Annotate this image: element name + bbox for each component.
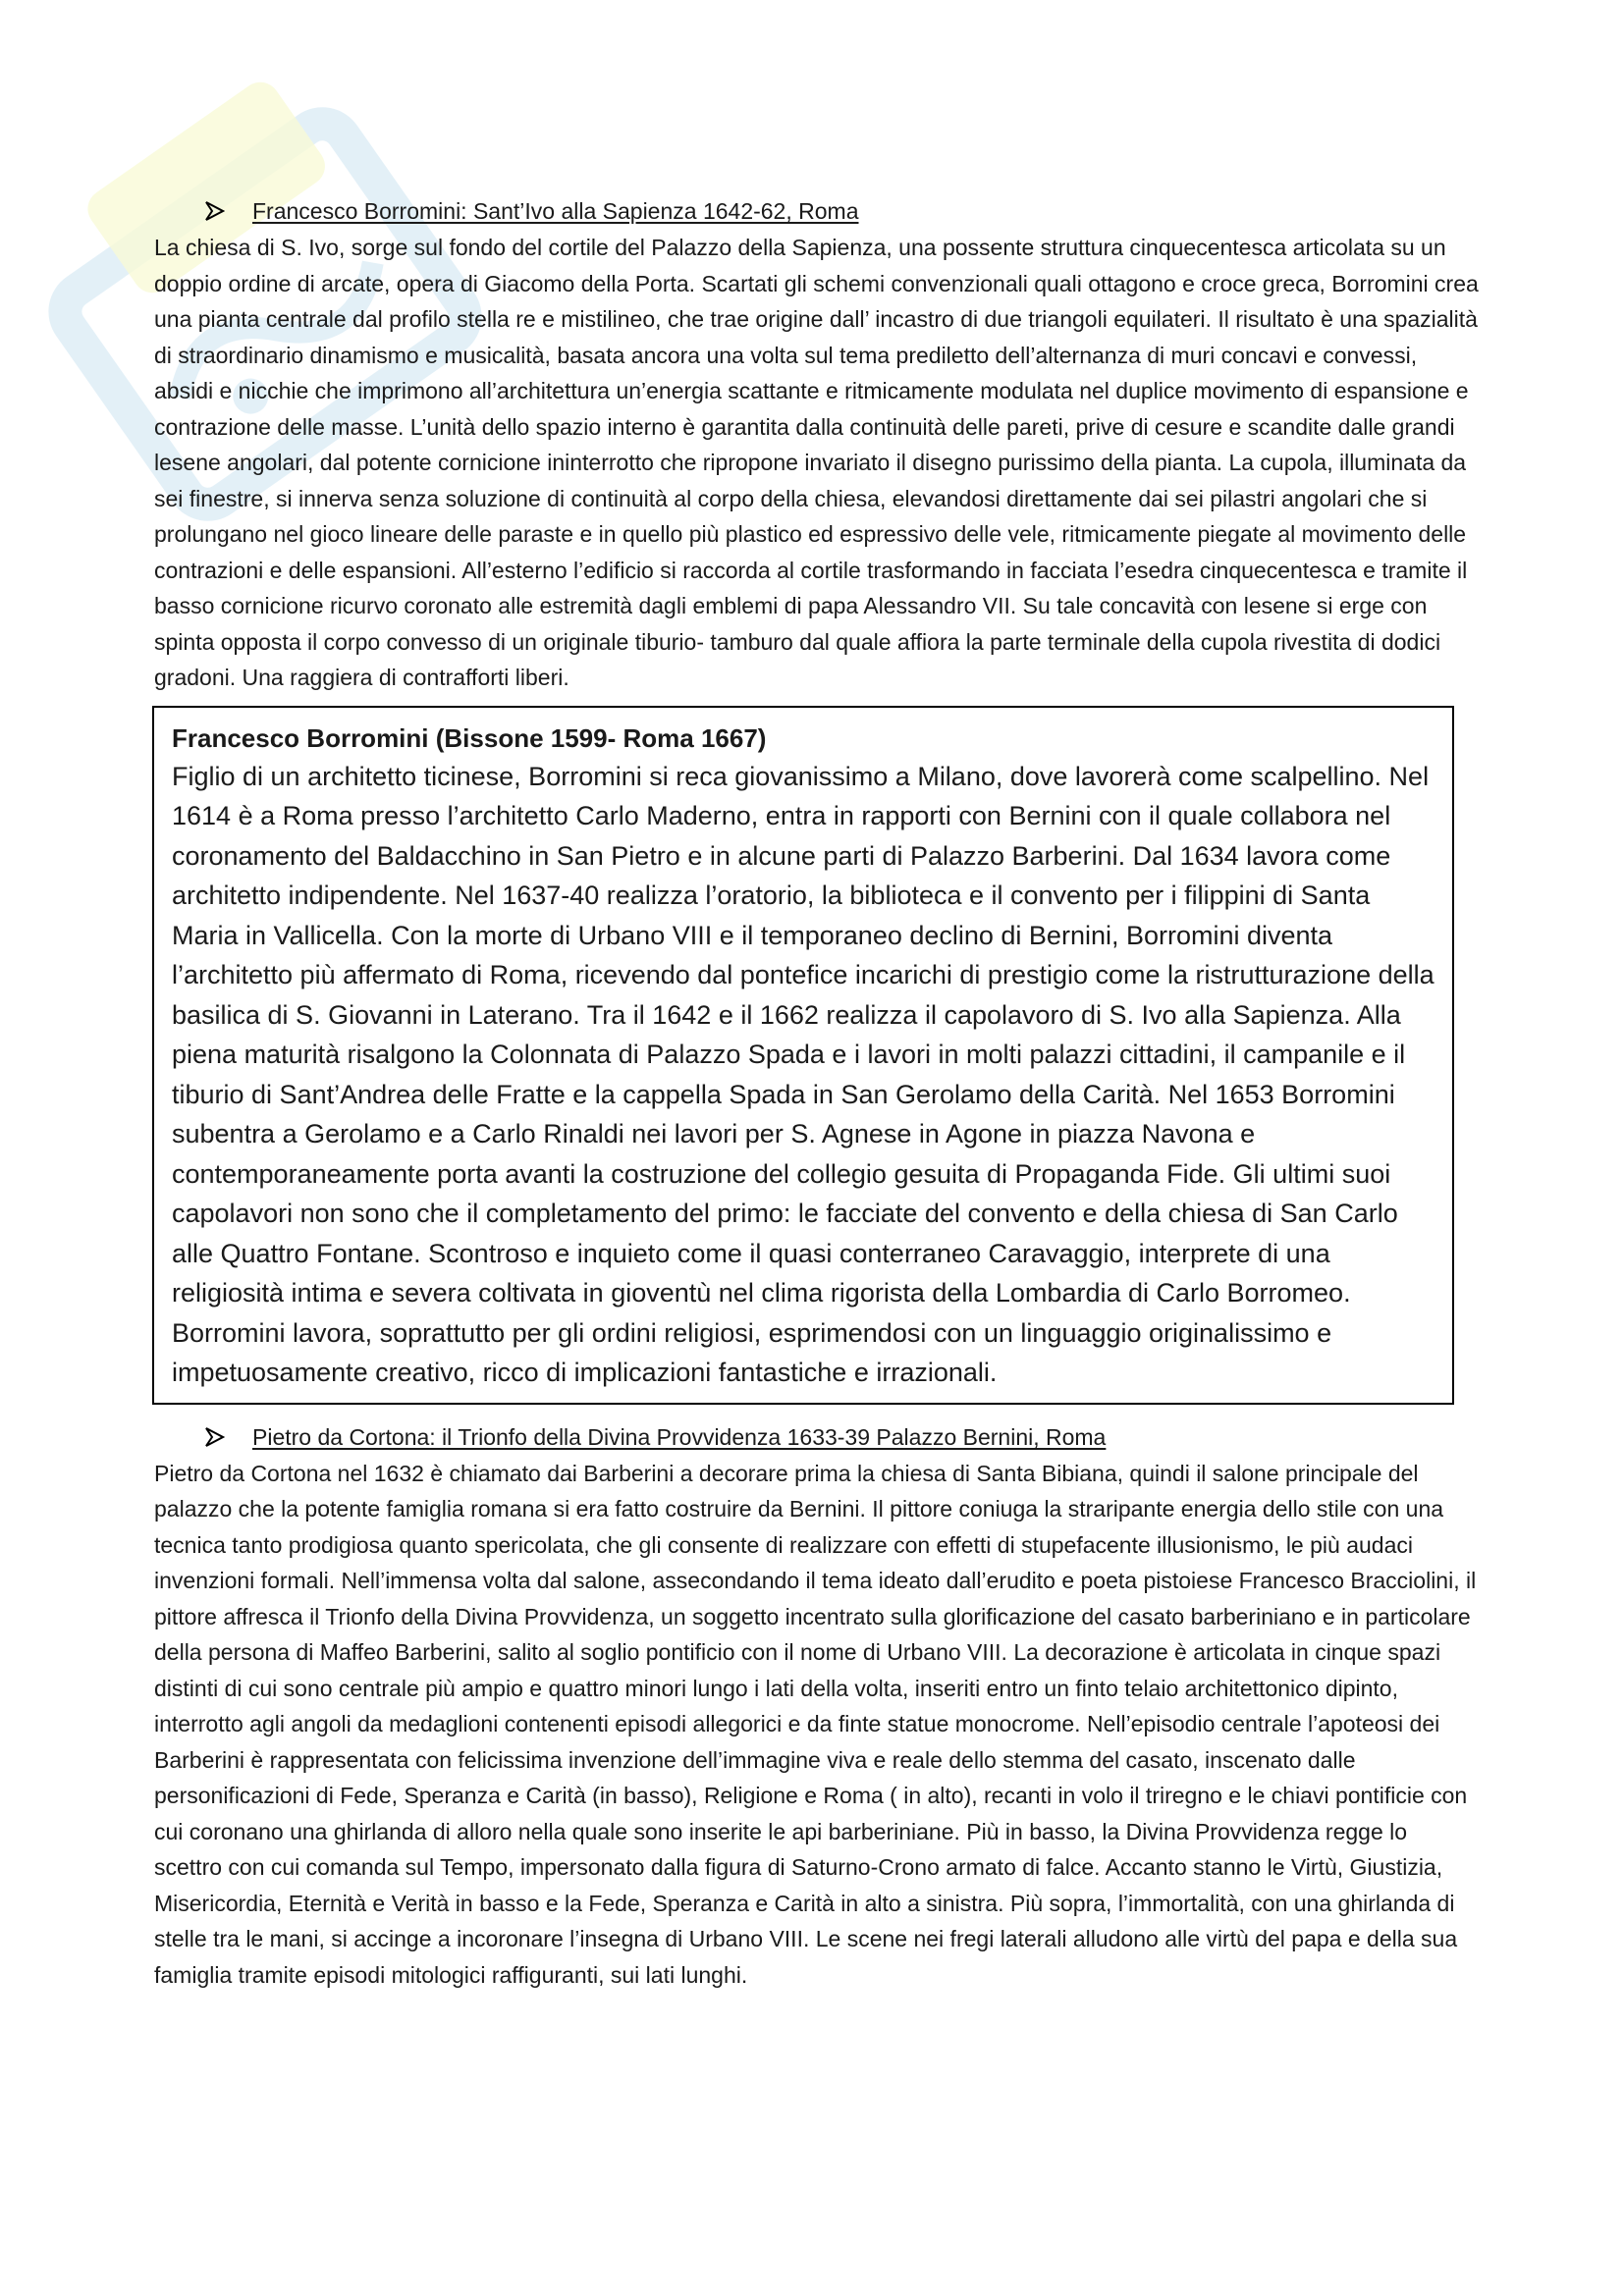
section-cortona [154,1418,1480,1994]
arrow-bullet-icon [203,200,225,222]
section-santivo [154,192,1480,696]
section-heading-text: Pietro da Cortona: il Trionfo della Divina Provvidenza 1633-39 Palazzo Bernini, Roma [252,1423,1107,1450]
section-body: La chiesa di S. Ivo, sorge sul fondo del cortile del Palazzo della Sapienza, una possente struttura cinquecentesca articolata su un doppio ordine di arcate, opera di Giacomo della Porta. Scartati gli schemi convenzionali quali ottagono e croce greca, Borromini crea una pianta centrale dal profilo stella re e mistilineo, che trae origine dall’ incastro di due triangoli equilateri. Il risultato è una spazialità di straordinario dinamismo e musicalità, basata ancora una volta sul tema prediletto dell’alternanza di muri concavi e convessi, absidi e nicchie che imprimono all’architettura un’energia scattante e ritmicamente modulata nel duplice movimento di espansione e contrazione delle masse. L’unità dello spazio interno è garantita dalla continuità delle pareti, prive di cesure e scandite dalle grandi lesene angolari, dal potente cornicione ininterrotto che ripropone invariato il disegno purissimo della pianta. La cupola, illuminata da sei finestre, si innerva senza soluzione di continuità al corpo della chiesa, elevandosi direttamente dai sei pilastri angolari che si prolungano nel gioco lineare delle paraste e in quello più plastico ed espressivo delle vele, ritmicamente piegate al movimento delle contrazioni e delle espansioni. All’esterno l’edificio si raccorda al cortile trasformando in facciata l’esedra cinquecentesca e tramite il basso cornicione ricurvo coronato alle estremità dagli emblemi di papa Alessandro VII. Su tale concavità con lesene si erge con spinta opposta il corpo convesso di un originale tiburio- tamburo dal quale affiora la parte terminale della cupola rivestita di dodici gradoni. Una raggiera di contrafforti liberi. [154,235,1479,690]
bio-title: Francesco Borromini (Bissone 1599- Roma 1667) [172,722,767,753]
document-page [154,192,1480,1993]
bio-body: Figlio di un architetto ticinese, Borromini si reca giovanissimo a Milano, dove lavorerà come scalpellino. Nel 1614 è a Roma presso l’architetto Carlo Maderno, entra in rapporti con Bernini con il quale collabora nel coronamento del Baldacchino in San Pietro e in alcune parti di Palazzo Barberini. Dal 1634 lavora come architetto indipendente. Nel 1637-40 realizza l’oratorio, la biblioteca e il convento per i filippini di Santa Maria in Vallicella. Con la morte di Urbano VIII e il temporaneo declino di Bernini, Borromini diventa l’architetto più affermato di Roma, ricevendo dal pontefice incarichi di prestigio come la ristrutturazione della basilica di S. Giovanni in Laterano. Tra il 1642 e il 1662 realizza il capolavoro di S. Ivo alla Sapienza. Alla piena maturità risalgono la Colonnata di Palazzo Spada e i lavori in molti palazzi cittadini, il campanile e il tiburio di Sant’Andrea delle Fratte e la cappella Spada in San Gerolamo della Carità. Nel 1653 Borromini subentra a Gerolamo e a Carlo Rinaldi nei lavori per S. Agnese in Agone in piazza Navona e contemporaneamente porta avanti la costruzione del collegio gesuita di Propaganda Fide. Gli ultimi suoi capolavori non sono che il completamento del primo: le facciate del convento e della chiesa di San Carlo alle Quattro Fontane. Scontroso e inquieto come il quasi conterraneo Caravaggio, interprete di una religiosità intima e severa coltivata in gioventù nel clima rigorista della Lombardia di Carlo Borromeo. Borromini lavora, soprattutto per gli ordini religiosi, esprimendosi con un linguaggio originalissimo e impetuosamente creativo, ricco di implicazioni fantastiche e irrazionali. [172,761,1435,1387]
section-body: Pietro da Cortona nel 1632 è chiamato dai Barberini a decorare prima la chiesa di Santa Bibiana, quindi il salone principale del palazzo che la potente famiglia romana si era fatto costruire da Bernini. Il pittore coniuga la straripante energia dello stile con una tecnica tanto prodigiosa quanto spericolata, che gli consente di realizzare con effetti di stupefacente illusionismo, le più audaci invenzioni formali. Nell’immensa volta dal salone, assecondando il tema ideato dall’erudito e poeta pistoiese Francesco Bracciolini, il pittore affresca il Trionfo della Divina Provvidenza, un soggetto incentrato sulla glorificazione del casato barberiniano e in particolare della persona di Maffeo Barberini, salito al soglio pontificio con il nome di Urbano VIII. La decorazione è articolata in cinque spazi distinti di cui sono centrale più ampio e quattro minori lungo i lati della volta, inseriti entro un finto telaio architettonico dipinto, interrotto agli angoli da medaglioni contenenti episodi allegorici e da finte statue monocrome. Nell’episodio centrale l’apoteosi dei Barberini è rappresentata con felicissima invenzione dell’immagine viva e reale dello stemma del casato, inscenato dalle personificazioni di Fede, Speranza e Carità (in basso), Religione e Roma ( in alto), recanti in volo il triregno e le chiavi pontificie con cui coronano una ghirlanda di alloro nella quale sono inserite le api barberiniane. Più in basso, la Divina Provvidenza regge lo scettro con cui comanda sul Tempo, impersonato dalla figura di Saturno-Crono armato di falce. Accanto stanno le Virtù, Giustizia, Misericordia, Eternità e Verità in basso e la Fede, Speranza e Carità in alto a sinistra. Più sopra, l’immortalità, con una ghirlanda di stelle tra le mani, si accinge a incoronare l’insegna di Urbano VIII. Le scene nei fregi laterali alludono alle virtù del papa e della sua famiglia tramite episodi mitologici raffiguranti, sui lati lunghi. [154,1460,1477,1988]
section-heading-text: Francesco Borromini: Sant’Ivo alla Sapienza 1642-62, Roma [252,198,859,224]
bio-box [152,706,1454,1405]
section-heading [154,192,1480,230]
arrow-bullet-icon [203,1426,225,1448]
section-heading [154,1418,1480,1456]
